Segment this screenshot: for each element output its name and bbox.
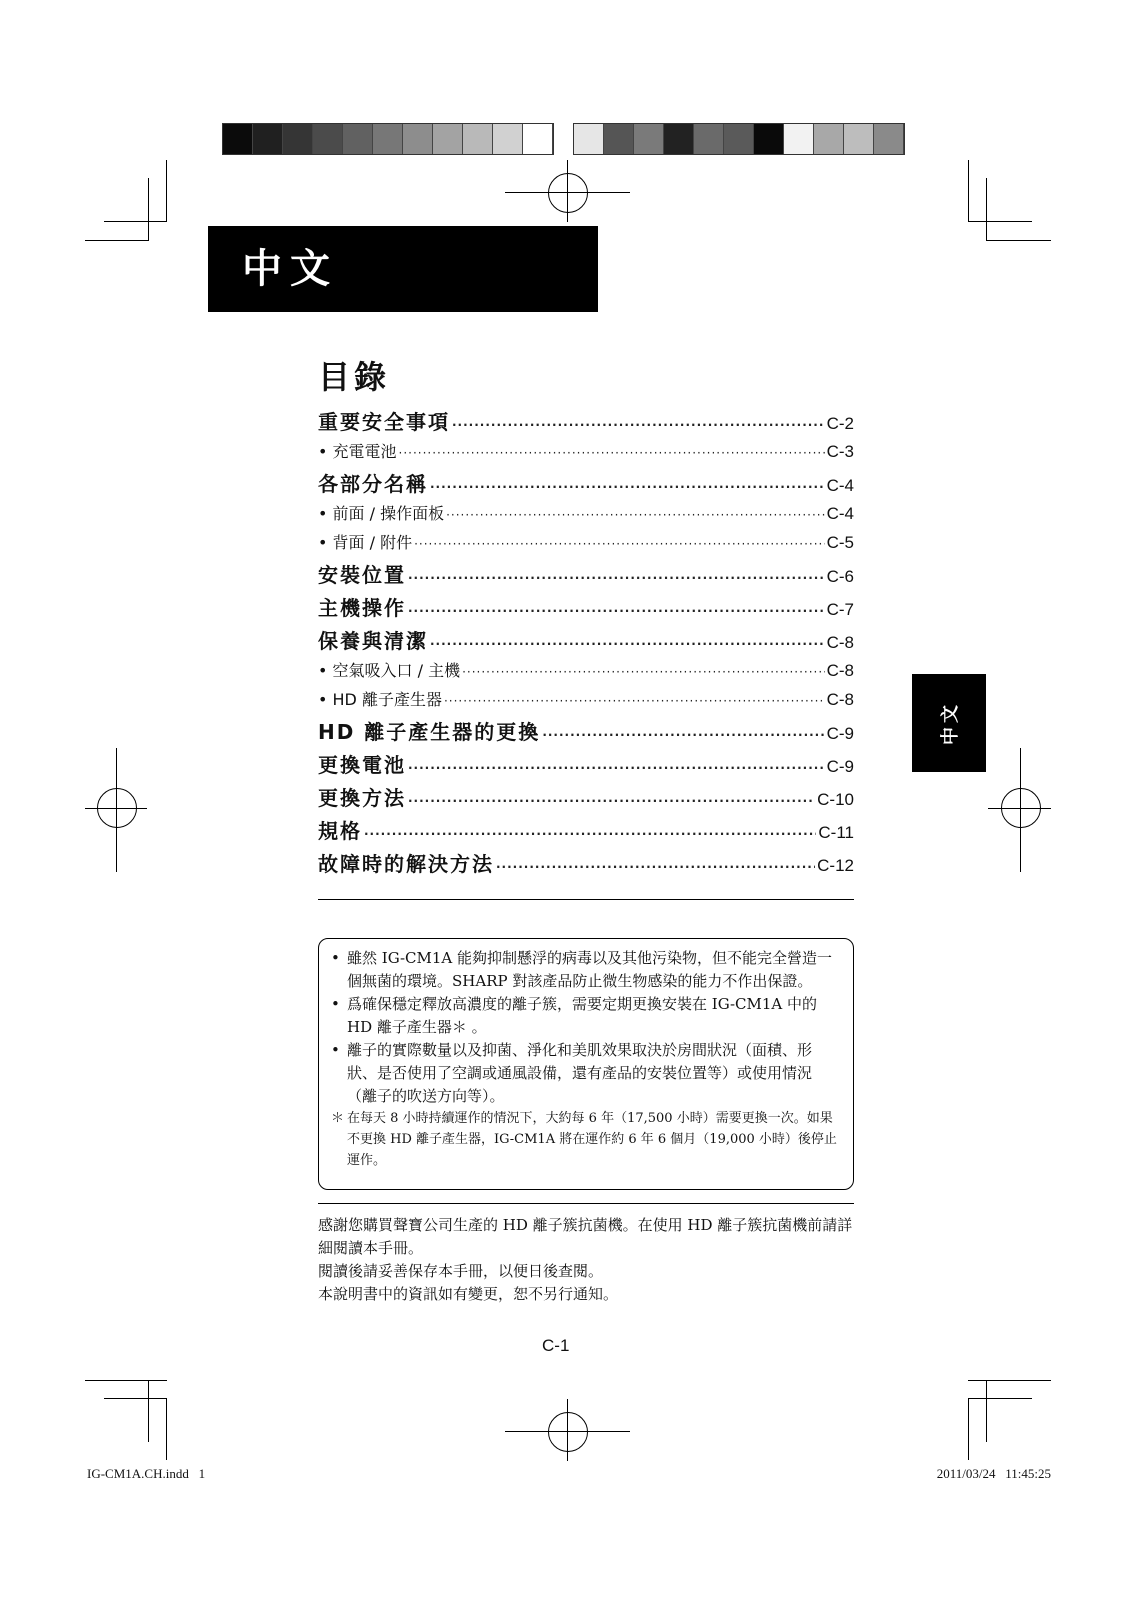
toc-entry-label: 重要安全事項 (318, 410, 450, 434)
crop-mark (567, 1399, 568, 1461)
toc-entry (318, 501, 854, 530)
toc-entry-page: C-4 (826, 504, 854, 523)
toc-entry-label: 故障時的解決方法 (318, 852, 494, 876)
toc-entry-page: C-7 (826, 600, 854, 619)
toc-entry-page: C-10 (817, 790, 854, 809)
toc-leader-dots (444, 694, 825, 708)
toc-leader-dots (414, 537, 825, 551)
toc-entry-label: • 空氣吸入口 / 主機 (318, 661, 461, 680)
notice-bullet (331, 947, 841, 993)
footnote-text: 在每天 8 小時持續運作的情況下，大約每 6 年（17,500 小時）需要更換一次。如果不更換 HD 離子產生器，IG-CM1A 將在運作約 6 年 6 個月（19,000 小時）後停止運作。 (347, 1111, 837, 1168)
divider (318, 899, 854, 900)
toc-leader-dots (408, 604, 825, 618)
thanks-line: 本說明書中的資訊如有變更，恕不另行通知。 (318, 1285, 619, 1303)
color-swatch (373, 124, 403, 154)
footnote-marker: ＊ (331, 1111, 345, 1126)
color-swatch (694, 124, 724, 154)
notice-text: 爲確保穩定釋放高濃度的離子簇，需要定期更換安裝在 IG-CM1A 中的 HD 離子產生器＊ 。 (347, 995, 818, 1036)
toc-leader-dots (408, 761, 825, 775)
crop-mark (104, 221, 167, 222)
thanks-paragraph (318, 1214, 854, 1306)
toc-entry-page: C-8 (826, 661, 854, 680)
page-number: C-1 (542, 1336, 570, 1355)
crop-mark (85, 1380, 167, 1381)
toc-entry (318, 687, 854, 716)
color-swatch (814, 124, 844, 154)
toc-entry-label: 更換方法 (318, 786, 406, 810)
color-swatch (493, 124, 523, 154)
toc-leader-dots (399, 446, 825, 460)
toc-entry-page: C-8 (826, 690, 854, 709)
toc-entry (318, 530, 854, 559)
toc-entry-page: C-6 (826, 567, 854, 586)
toc-entry-label: 主機操作 (318, 596, 406, 620)
toc-entry (318, 559, 854, 592)
crop-mark (968, 1398, 969, 1460)
thanks-line: 感謝您購買聲寶公司生產的 HD 離子簇抗菌機。在使用 HD 離子簇抗菌機前請詳細閱讀本手冊。 (318, 1216, 853, 1257)
notice-bullet (331, 1039, 841, 1108)
crop-mark (968, 221, 1032, 222)
crop-mark (148, 178, 149, 240)
toc-title: 目錄 (318, 358, 391, 396)
crop-mark (148, 1380, 149, 1442)
toc-entry-label: • 背面 / 附件 (318, 533, 413, 552)
color-swatch (874, 124, 904, 154)
color-swatch (664, 124, 694, 154)
table-of-contents (318, 406, 854, 881)
toc-leader-dots (408, 794, 815, 808)
toc-entry-page: C-5 (826, 533, 854, 552)
color-swatch (283, 124, 313, 154)
toc-entry-label: • HD 離子產生器 (318, 690, 442, 709)
crop-mark (986, 178, 987, 240)
notice-text: 雖然 IG-CM1A 能夠抑制懸浮的病毒以及其他污染物，但不能完全營造一個無菌的環境。SHARP 對該產品防止微生物感染的能力不作出保證。 (347, 949, 833, 990)
crop-mark (567, 160, 568, 222)
toc-entry-label: 更換電池 (318, 753, 406, 777)
toc-entry-label: 保養與清潔 (318, 629, 428, 653)
toc-entry (318, 749, 854, 782)
color-swatch (403, 124, 433, 154)
color-swatch (754, 124, 784, 154)
color-swatch (604, 124, 634, 154)
toc-entry-page: C-4 (826, 476, 854, 495)
toc-entry-label: • 前面 / 操作面板 (318, 504, 445, 523)
toc-entry (318, 716, 854, 749)
crop-mark (986, 240, 1051, 241)
crop-mark (988, 808, 1051, 809)
toc-entry (318, 625, 854, 658)
color-swatch (343, 124, 373, 154)
registration-mark (548, 1412, 588, 1452)
color-calibration-bar-right (573, 123, 905, 155)
color-swatch (433, 124, 463, 154)
toc-leader-dots (446, 508, 825, 522)
notice-box (318, 938, 854, 1190)
toc-leader-dots (408, 571, 825, 585)
toc-leader-dots (430, 480, 825, 494)
crop-mark (1020, 748, 1021, 872)
toc-entry-label: 規格 (318, 819, 362, 843)
toc-entry (318, 592, 854, 625)
color-swatch (523, 124, 553, 154)
toc-entry-page: C-8 (826, 633, 854, 652)
crop-mark (85, 240, 149, 241)
toc-entry-page: C-9 (826, 724, 854, 743)
toc-entry-label: 各部分名稱 (318, 472, 428, 496)
color-swatch (313, 124, 343, 154)
color-swatch (223, 124, 253, 154)
color-swatch (784, 124, 814, 154)
toc-leader-dots (496, 860, 815, 874)
footer-timestamp: 2011/03/24 11:45:25 (936, 1466, 1051, 1481)
toc-entry-page: C-2 (826, 414, 854, 433)
toc-entry-label: HD 離子產生器的更換 (318, 720, 541, 744)
crop-mark (968, 1398, 1032, 1399)
side-language-tab (912, 674, 986, 772)
notice-text: 離子的實際數量以及抑菌、淨化和美肌效果取決於房間狀況（面積、形狀、是否使用了空調或通風設備，還有產品的安裝位置等）或使用情況（離子的吹送方向等）。 (347, 1041, 813, 1105)
crop-mark (116, 748, 117, 872)
color-swatch (844, 124, 874, 154)
toc-leader-dots (364, 827, 816, 841)
toc-entry-page: C-12 (817, 856, 854, 875)
toc-entry-label: • 充電電池 (318, 442, 397, 461)
crop-mark (85, 808, 147, 809)
color-swatch (574, 124, 604, 154)
toc-entry-page: C-9 (826, 757, 854, 776)
toc-leader-dots (462, 665, 825, 679)
color-swatch (253, 124, 283, 154)
notice-footnote (331, 1108, 841, 1171)
color-swatch (634, 124, 664, 154)
bullet-marker: • (331, 995, 340, 1013)
bullet-marker: • (331, 949, 340, 967)
crop-mark (968, 1380, 1051, 1381)
footer-file-name: IG-CM1A.CH.indd 1 (87, 1466, 206, 1481)
toc-leader-dots (430, 637, 825, 651)
crop-mark (968, 160, 969, 222)
registration-mark (548, 173, 588, 213)
toc-entry-page: C-11 (818, 823, 854, 842)
toc-entry (318, 439, 854, 468)
toc-entry (318, 468, 854, 501)
side-tab-label: 中文 (940, 701, 961, 745)
bullet-marker: • (331, 1041, 340, 1059)
toc-entry (318, 658, 854, 687)
toc-leader-dots (452, 418, 825, 432)
toc-entry (318, 848, 854, 881)
divider (318, 1203, 854, 1204)
thanks-line: 閱讀後請妥善保存本手冊，以便日後查閱。 (318, 1262, 604, 1280)
color-swatch (724, 124, 754, 154)
notice-bullet (331, 993, 841, 1039)
crop-mark (166, 160, 167, 222)
toc-entry (318, 406, 854, 439)
crop-mark (104, 1398, 167, 1399)
language-header: 中文 (208, 226, 598, 312)
crop-mark (166, 1398, 167, 1460)
toc-entry-page: C-3 (826, 442, 854, 461)
toc-entry-label: 安裝位置 (318, 563, 406, 587)
toc-leader-dots (542, 728, 824, 742)
color-swatch (463, 124, 493, 154)
crop-mark (505, 1431, 630, 1432)
color-calibration-bar-left (222, 123, 554, 155)
crop-mark (986, 1380, 987, 1442)
toc-entry (318, 782, 854, 815)
toc-entry (318, 815, 854, 848)
crop-mark (505, 192, 630, 193)
